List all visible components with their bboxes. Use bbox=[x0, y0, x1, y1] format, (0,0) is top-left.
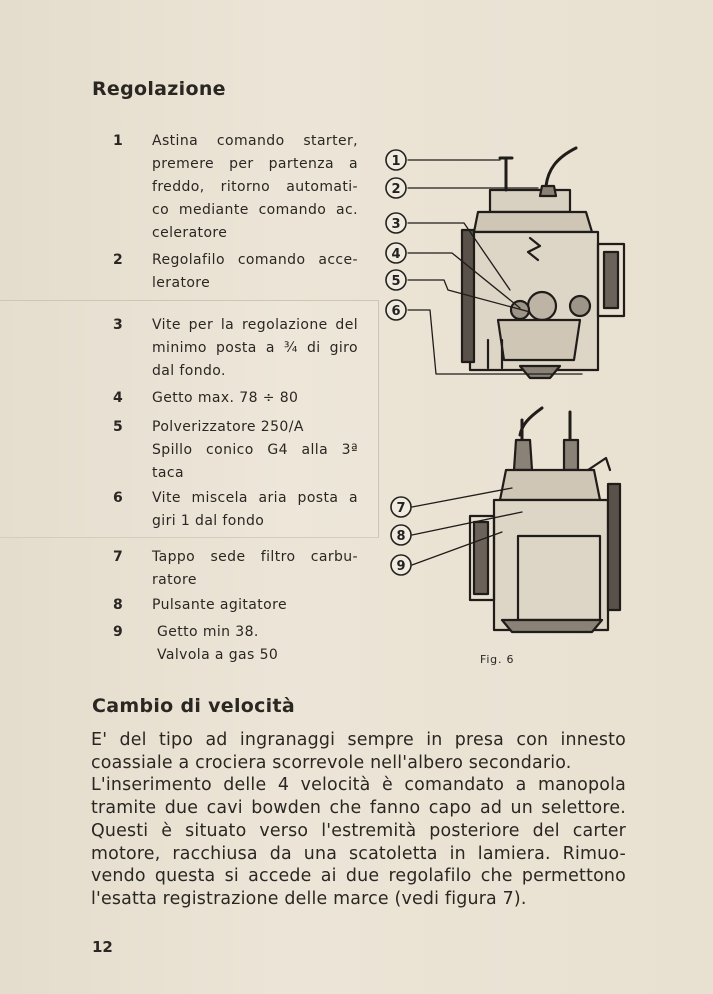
item-1-line-2: premere per partenza a bbox=[152, 156, 358, 172]
item-text-3 bbox=[152, 314, 358, 383]
callout-3: 3 bbox=[391, 217, 401, 232]
paragraph-line-3: L'inserimento delle 4 velocità è comandato a manopola bbox=[91, 775, 626, 796]
item-5-line-2: Spillo conico G4 alla 3ª bbox=[152, 442, 358, 458]
item-4-line-1: Getto max. 78 ÷ 80 bbox=[152, 390, 299, 406]
item-text-5 bbox=[152, 416, 358, 485]
item-text-1 bbox=[152, 130, 358, 245]
item-text-2 bbox=[152, 249, 358, 295]
paragraph-line-5: Questi è situato verso l'estremità posteriore del carter bbox=[91, 820, 626, 841]
item-number-5: 5 bbox=[113, 419, 123, 435]
item-1-line-1: Astina comando starter, bbox=[152, 133, 358, 149]
heading-regolazione: Regolazione bbox=[92, 78, 226, 100]
item-8-line-1: Pulsante agitatore bbox=[152, 597, 287, 613]
item-2-line-1: Regolafilo comando acce- bbox=[152, 252, 358, 268]
callout-4: 4 bbox=[391, 247, 401, 262]
item-text-4 bbox=[152, 387, 358, 410]
paragraph-line-1: E' del tipo ad ingranaggi sempre in presa con innesto bbox=[91, 730, 626, 750]
item-7-line-1: Tappo sede filtro carbu- bbox=[152, 549, 358, 565]
item-number-1: 1 bbox=[113, 133, 123, 149]
item-5-line-1: Polverizzatore 250/A bbox=[152, 419, 304, 435]
item-2-line-2: leratore bbox=[152, 275, 211, 291]
paragraph-line-8: l'esatta registrazione delle marce (vedi figura 7). bbox=[91, 888, 527, 909]
item-number-3: 3 bbox=[113, 317, 123, 333]
item-text-9 bbox=[157, 621, 363, 667]
item-9-line-1: Getto min 38. bbox=[157, 624, 259, 640]
callout-1: 1 bbox=[391, 154, 401, 169]
item-text-6 bbox=[152, 487, 358, 533]
item-3-line-2: minimo posta a ¾ di giro bbox=[152, 340, 358, 356]
figure-caption: Fig. 6 bbox=[480, 653, 515, 666]
paragraph-line-7: vendo questa si accede ai due regolafilo che permettono bbox=[91, 866, 626, 887]
item-number-6: 6 bbox=[113, 490, 123, 506]
item-5-line-3: taca bbox=[152, 465, 184, 481]
item-3-line-1: Vite per la regolazione del bbox=[152, 317, 358, 333]
item-6-line-1: Vite miscela aria posta a bbox=[152, 490, 358, 506]
callout-2: 2 bbox=[391, 182, 401, 197]
callout-5: 5 bbox=[391, 274, 401, 289]
item-1-line-3: freddo, ritorno automati- bbox=[152, 179, 358, 195]
callout-6: 6 bbox=[391, 304, 401, 319]
item-7-line-2: ratore bbox=[152, 572, 197, 588]
item-3-line-3: dal fondo. bbox=[152, 363, 226, 379]
callout-9: 9 bbox=[396, 559, 406, 574]
page-number: 12 bbox=[92, 938, 113, 956]
item-6-line-2: giri 1 dal fondo bbox=[152, 513, 265, 529]
carburetor-figure bbox=[370, 140, 670, 650]
item-1-line-5: celeratore bbox=[152, 225, 228, 241]
callout-7: 7 bbox=[396, 501, 406, 516]
item-number-2: 2 bbox=[113, 252, 123, 268]
callout-8: 8 bbox=[396, 529, 406, 544]
item-number-7: 7 bbox=[113, 549, 123, 565]
item-9-line-2: Valvola a gas 50 bbox=[157, 647, 279, 663]
item-text-8 bbox=[152, 594, 358, 617]
paragraph-line-4: tramite due cavi bowden che fanno capo ad un selettore. bbox=[91, 798, 626, 819]
body-paragraph bbox=[91, 729, 626, 911]
paragraph-line-2: coassiale a crociera scorrevole nell'albero secondario. bbox=[91, 752, 572, 773]
item-1-line-4: co mediante comando ac. bbox=[152, 202, 358, 218]
item-number-4: 4 bbox=[113, 390, 123, 406]
item-text-7 bbox=[152, 546, 358, 592]
item-number-8: 8 bbox=[113, 597, 123, 613]
paragraph-line-6: motore, racchiusa da una scatoletta in lamiera. Rimuo- bbox=[91, 843, 626, 864]
heading-cambio-di-velocita: Cambio di velocità bbox=[92, 695, 295, 717]
item-number-9: 9 bbox=[113, 624, 123, 640]
